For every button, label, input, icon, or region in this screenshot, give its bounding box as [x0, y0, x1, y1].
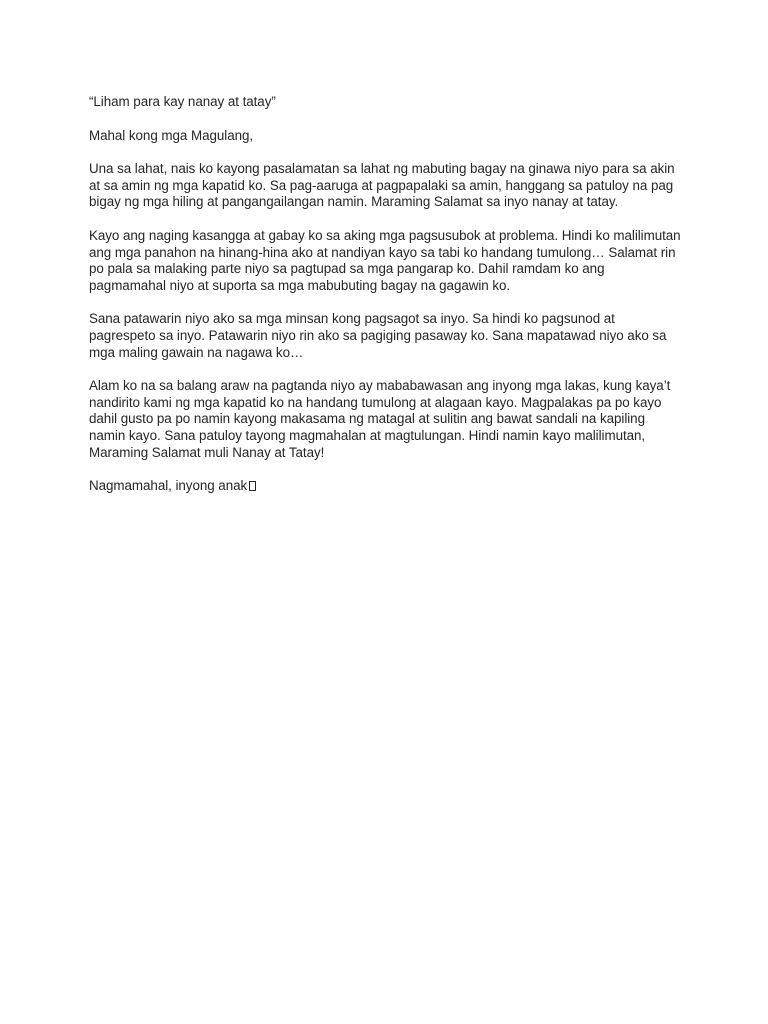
- missing-glyph-box-icon: [249, 481, 256, 491]
- paragraph-line: bigay ng mga hiling at pangangailangan namin. Maraming Salamat sa inyo nanay at tatay.: [89, 194, 619, 210]
- paragraph-2: [89, 228, 701, 294]
- letter-document: [89, 94, 701, 512]
- paragraph-line: mga maling gawain na nagawa ko…: [89, 344, 304, 360]
- paragraph-1: [89, 161, 701, 211]
- closing-text: Nagmamahal, inyong anak: [89, 478, 248, 494]
- title-line: “Liham para kay nanay at tatay”: [89, 94, 276, 109]
- letter-closing: [89, 478, 701, 495]
- closing-line: [89, 478, 701, 495]
- paragraph-3: [89, 311, 701, 361]
- paragraph-line: pagrespeto sa inyo. Patawarin niyo rin ako sa pagiging pasaway ko. Sana mapatawad niyo ako sa: [89, 327, 667, 343]
- paragraph-line: Kayo ang naging kasangga at gabay ko sa aking mga pagsusubok at problema. Hindi ko malilimutan: [89, 227, 681, 243]
- paragraph-4: [89, 378, 701, 461]
- paragraph-line: Maraming Salamat muli Nanay at Tatay!: [89, 444, 325, 460]
- paragraph-line: at sa amin ng mga kapatid ko. Sa pag-aaruga at pagpapalaki sa amin, hanggang sa patuloy na pag: [89, 177, 674, 193]
- salutation-line: Mahal kong mga Magulang,: [89, 127, 254, 143]
- letter-salutation: [89, 128, 701, 145]
- paragraph-line: Sana patawarin niyo ako sa mga minsan kong pagsagot sa inyo. Sa hindi ko pagsunod at: [89, 311, 615, 327]
- paragraph-line: dahil gusto pa po namin kayong makasama ng matagal at sulitin ang bawat sandali na kapiling: [89, 411, 645, 427]
- paragraph-line: po pala sa malaking parte niyo sa pagtupad sa mga pangarap ko. Dahil ramdam ko ang: [89, 261, 605, 277]
- letter-title: [89, 94, 701, 111]
- paragraph-line: nandirito kami ng mga kapatid ko na handang tumulong at alagaan kayo. Magpalakas pa po kayo: [89, 394, 662, 410]
- paragraph-line: Una sa lahat, nais ko kayong pasalamatan sa lahat ng mabuting bagay na ginawa niyo para sa akin: [89, 161, 675, 177]
- paragraph-line: pagmamahal niyo at suporta sa mga mabubuting bagay na gagawin ko.: [89, 277, 511, 293]
- paragraph-line: Alam ko na sa balang araw na pagtanda niyo ay mababawasan ang inyong mga lakas, kung kaya’t: [89, 378, 671, 394]
- paragraph-line: namin kayo. Sana patuloy tayong magmahalan at magtulungan. Hindi namin kayo malilimutan,: [89, 427, 646, 443]
- paragraph-line: ang mga panahon na hinang-hina ako at nandiyan kayo sa tabi ko handang tumulong… Salamat rin: [89, 244, 676, 260]
